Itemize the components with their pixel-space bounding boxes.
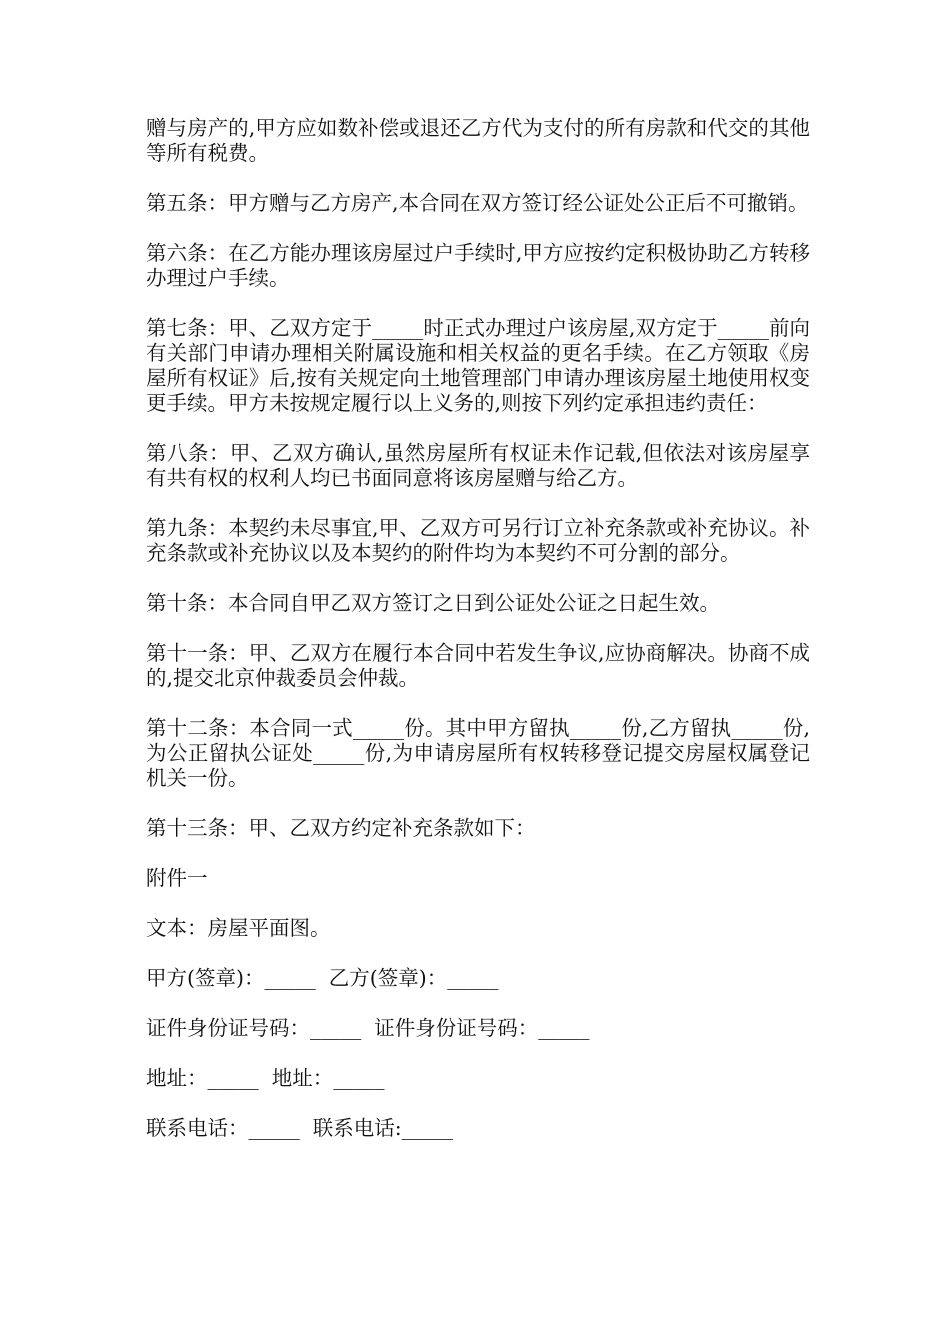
paragraph-article-11: 第十一条：甲、乙双方在履行本合同中若发生争议,应协商解决。协商不成的,提交北京仲裁委员会仲裁。: [146, 641, 810, 690]
paragraph-gift-compensation: 赠与房产的,甲方应如数补偿或退还乙方代为支付的所有房款和代交的其他等所有税费。: [146, 116, 810, 165]
paragraph-article-12: 第十二条：本合同一式_____份。其中甲方留执_____份,乙方留执_____份,为公正留执公证处_____份,为申请房屋所有权转移登记提交房屋权属登记机关一份。: [146, 716, 810, 790]
paragraph-article-8: 第八条：甲、乙双方确认,虽然房屋所有权证未作记载,但依法对该房屋享有共有权的权利人均已书面同意将该房屋赠与给乙方。: [146, 441, 810, 490]
id-number-line: 证件身份证号码：_____ 证件身份证号码：_____: [146, 1016, 590, 1040]
paragraph-article-13: 第十三条：甲、乙双方约定补充条款如下：: [146, 816, 536, 840]
paragraph-article-6: 第六条：在乙方能办理该房屋过户手续时,甲方应按约定积极协助乙方转移办理过户手续。: [146, 241, 810, 290]
attachment-heading: 附件一: [146, 866, 208, 890]
paragraph-article-10: 第十条：本合同自甲乙双方签订之日到公证处公证之日起生效。: [146, 591, 720, 615]
paragraph-article-5: 第五条：甲方赠与乙方房产,本合同在双方签订经公证处公正后不可撤销。: [146, 191, 809, 215]
paragraph-article-7: 第七条：甲、乙双方定于_____时正式办理过户该房屋,双方定于_____前向有关部门申请办理相关附属设施和相关权益的更名手续。在乙方领取《房屋所有权证》后,按有关规定向土地管理部门申请办理该房屋土地使用权变更手续。甲方未按规定履行以上义务的,则按下列约定承担违约责任：: [146, 316, 810, 415]
phone-line: 联系电话：_____ 联系电话:_____: [146, 1116, 453, 1140]
address-line: 地址：_____ 地址：_____: [146, 1066, 385, 1090]
attachment-floor-plan: 文本：房屋平面图。: [146, 916, 331, 940]
signature-line: 甲方(签章)：_____ 乙方(签章)：_____: [146, 966, 499, 990]
document-body: [146, 116, 810, 1166]
paragraph-article-9: 第九条：本契约未尽事宜,甲、乙双方可另行订立补充条款或补充协议。补充条款或补充协议以及本契约的附件均为本契约不可分割的部分。: [146, 516, 810, 565]
